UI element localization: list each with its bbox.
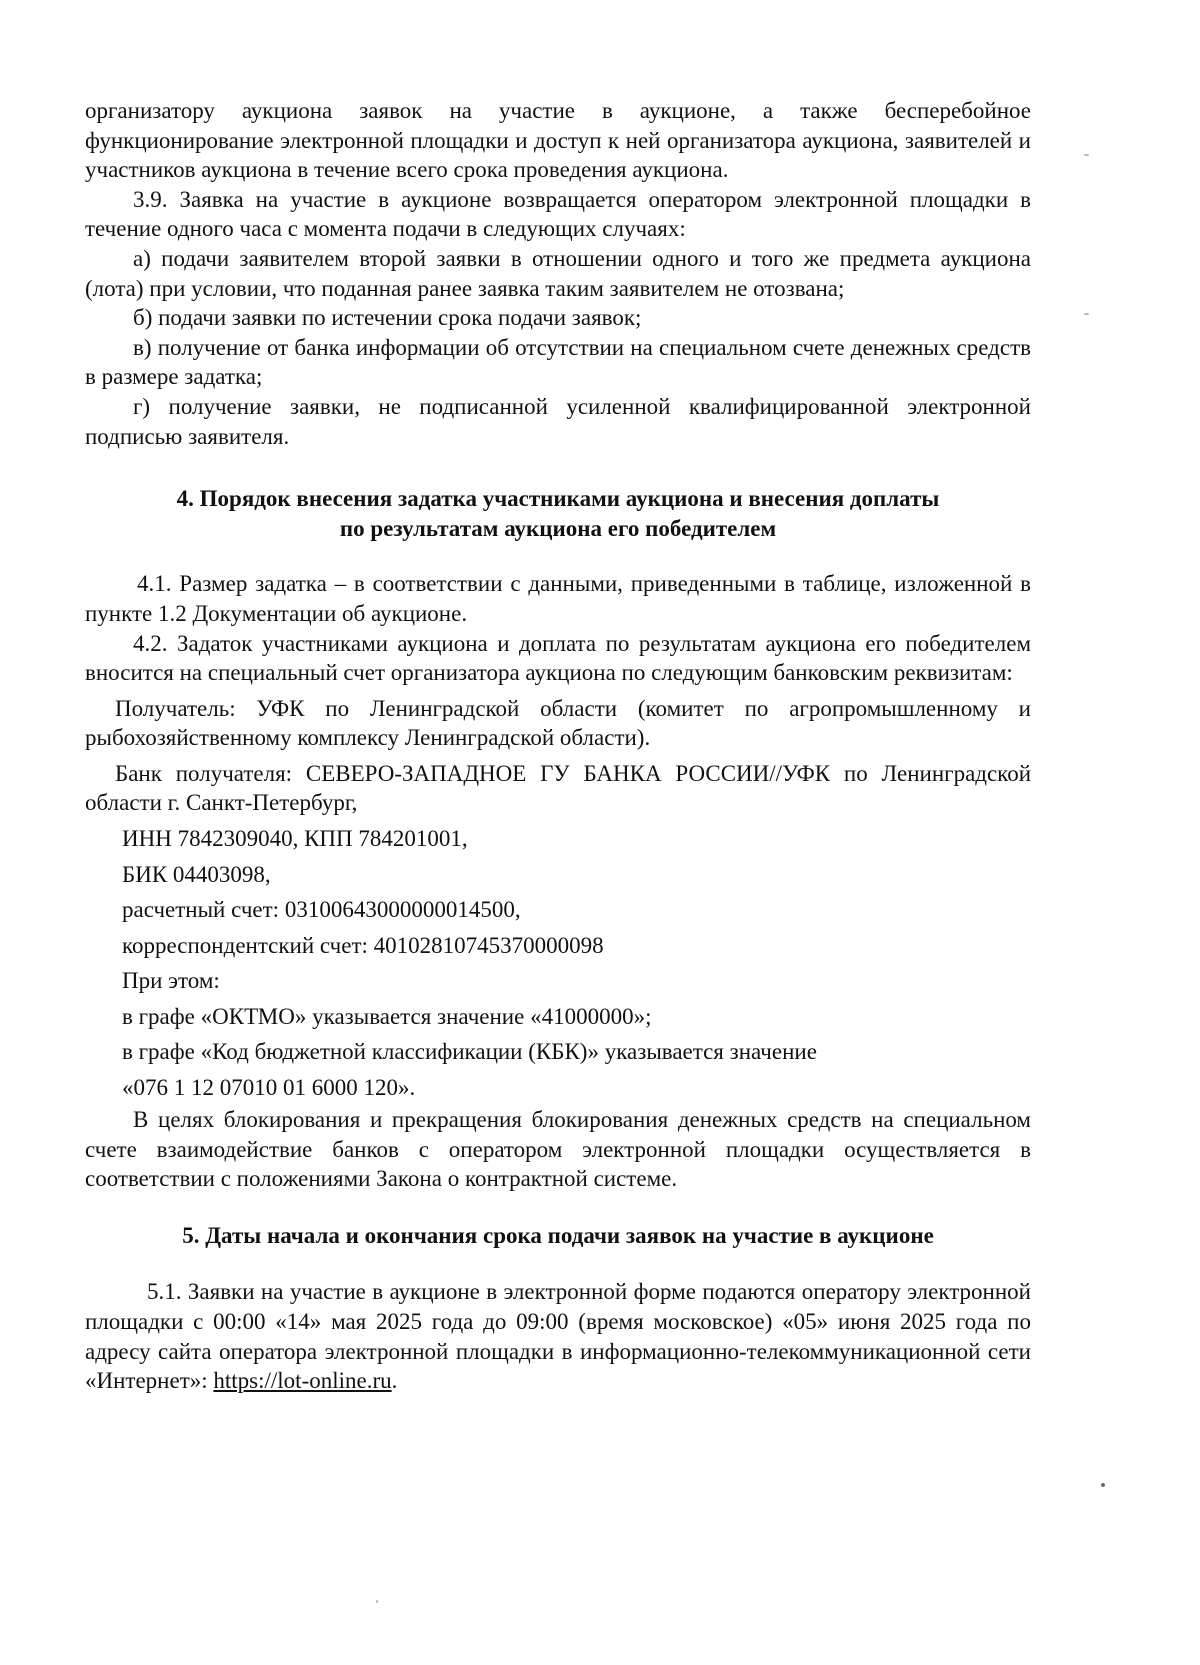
paragraph-3-8-continuation: организатору аукциона заявок на участие в аукционе, а также бесперебойное функционирование электронной площадки и доступ к ней организатора аукциона, заявителей и участников аукциона в течение всего срока проведения аукциона. — [85, 98, 1031, 183]
bank-recipient: Получатель: УФК по Ленинградской области (комитет по агропромышленному и рыбохозяйственному комплексу Ленинградской области). — [85, 695, 1031, 751]
bank-name: Банк получателя: СЕВЕРО-ЗАПАДНОЕ ГУ БАНКА РОССИИ//УФК по Ленинградской области г. Санкт-Петербург, — [85, 760, 1031, 816]
paragraph-3-9-v: в) получение от банка информации об отсутствии на специальном счете денежных средств в размере задатка; — [85, 334, 1031, 390]
bank-settlement-account: расчетный счет: 03100643000000014500, — [122, 897, 521, 923]
section-5-heading: 5. Даты начала и окончания срока подачи заявок на участие в аукционе — [182, 1222, 934, 1248]
paragraph-3-9-g: г) получение заявки, не подписанной усиленной квалифицированной электронной подписью заявителя. — [85, 393, 1031, 449]
section-4-heading — [85, 484, 1031, 543]
scan-speck — [376, 1600, 378, 1603]
document-page — [85, 96, 1031, 1396]
payment-kbk-value: «076 1 12 07010 01 6000 120». — [122, 1074, 416, 1100]
operator-site-link[interactable]: https://lot-online.ru — [213, 1368, 392, 1394]
payment-note: При этом: — [122, 968, 220, 994]
bank-bik: БИК 04403098, — [122, 861, 271, 887]
scan-speck — [1084, 154, 1089, 156]
scan-speck — [1084, 313, 1089, 315]
paragraph-blocking: В целях блокирования и прекращения блокирования денежных средств на специальном счете взаимодействие банков с оператором электронной площадки осуществляется в соответствии с положениями Закона о контрактной системе. — [85, 1107, 1031, 1192]
paragraph-3-9: 3.9. Заявка на участие в аукционе возвращается оператором электронной площадки в течение одного часа с момента подачи в следующих случаях: — [85, 186, 1031, 242]
paragraph-4-1: 4.1. Размер задатка – в соответствии с данными, приведенными в таблице, изложенной в пункте 1.2 Документации об аукционе. — [85, 571, 1031, 626]
bank-inn-kpp: ИНН 7842309040, КПП 784201001, — [122, 826, 468, 852]
payment-oktmo: в графе «ОКТМО» указывается значение «41000000»; — [122, 1003, 652, 1029]
paragraph-5-1-end: . — [391, 1368, 398, 1394]
paragraph-5-1 — [85, 1277, 1031, 1395]
bank-correspondent-account: корреспондентский счет: 40102810745370000098 — [122, 932, 604, 958]
section-4-heading-line-1: 4. Порядок внесения задатка участниками аукциона и внесения доплаты — [176, 486, 940, 512]
payment-kbk-label: в графе «Код бюджетной классификации (КБК)» указывается значение — [122, 1039, 817, 1065]
section-4-heading-line-2: по результатам аукциона его победителем — [339, 515, 777, 541]
paragraph-5-1-text: 5.1. Заявки на участие в аукционе в электронной форме подаются оператору электронной площадки с 00:00 «14» мая 2025 года до 09:00 (время московское) «05» июня 2025 года по адресу сайта оператора электронной площадки в информационно-телекоммуникационной сети «Интернет»: — [85, 1279, 1031, 1394]
scan-speck — [1101, 1483, 1105, 1487]
paragraph-3-9-a: а) подачи заявителем второй заявки в отношении одного и того же предмета аукциона (лота) при условии, что поданная ранее заявка таким заявителем не отозвана; — [85, 245, 1031, 301]
paragraph-3-9-b: б) подачи заявки по истечении срока подачи заявок; — [133, 305, 642, 331]
paragraph-4-2: 4.2. Задаток участниками аукциона и доплата по результатам аукциона его победителем вносится на специальный счет организатора аукциона по следующим банковским реквизитам: — [85, 630, 1031, 686]
